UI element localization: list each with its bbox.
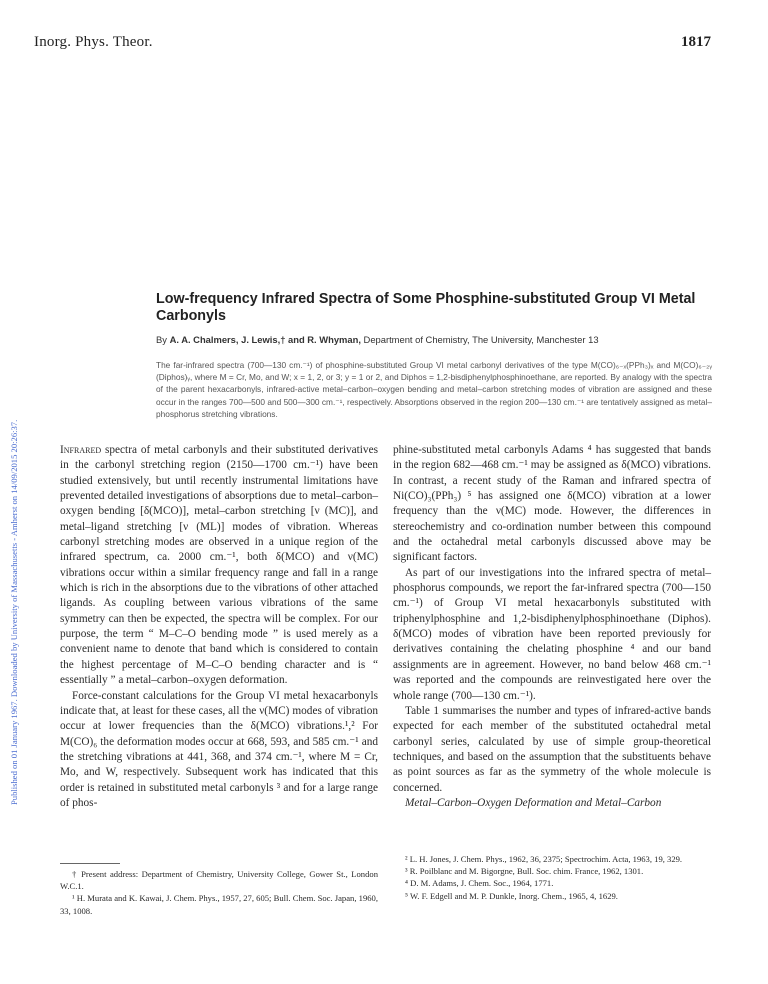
footnote: ³ R. Poilblanc and M. Bigorgne, Bull. Soc. chim. France, 1962, 1301. — [405, 866, 644, 877]
journal-running-head: Inorg. Phys. Theor. — [34, 34, 153, 50]
body-paragraph: phine-substituted metal carbonyls Adams ⁴ has suggested that bands in the region 682—468 cm.⁻¹ may be assigned as δ(MCO) vibrations. In contrast, a recent study of the Raman and infrared spectra of Ni(CO)₃(PPh₃) ⁵ has assigned one δ(MCO) vibration at a lower frequency than the ν(MC) mode. However, the differences in stereochemistry and co-ordination number between this compound and the octahedral metal carbonyls discussed above may be significant factors. — [393, 444, 711, 564]
body-paragraph: Table 1 summarises the number and types of infrared-active bands expected for each member of the substituted octahedral metal carbonyl series, calculated by use of simple group-theoretical techniques, and based on the assumption that the substituents behave as point sources as far as the symmetry of the whole molecule is concerned. — [393, 704, 711, 794]
page-number: 1817 — [681, 34, 711, 50]
article-title: Low-frequency Infrared Spectra of Some Phosphine-substituted Group VI Metal Carbonyls — [156, 291, 696, 324]
abstract: The far-infrared spectra (700—130 cm.⁻¹) of phosphine-substituted Group VI metal carbonyl derivatives of the type M(CO)₆₋ₓ(PPh₃)ₓ and M(CO)₆₋₂ᵧ (Diphos)ᵧ, where M = Cr, Mo, and W; x = 1, 2, or 3; y = 1 or 2, and Diphos = 1,2-bisdiphenylphosphinoethane, are reported. By analogy with the spectra of the parent hexacarbonyls, infrared-active metal–carbon–oxygen bending and metal–carbon stretching modes of vibration are assigned and these occur in the ranges 700—500 and 500—300 cm.⁻¹, respectively. Absorptions observed in the region 200—130 cm.⁻¹ are tentatively assigned as metal–phosphorus stretching vibrations. — [156, 360, 712, 419]
body-paragraph: As part of our investigations into the infrared spectra of metal–phosphorus compounds, we report the far-infrared spectra (700—150 cm.⁻¹) of Group VI metal hexacarbonyls substituted with triphenylphosphine and 1,2-bisdiphenylphosphinoethane (Diphos). δ(MCO) modes of vibration have been reported previously for derivatives containing the chelating phosphine ⁴ and our band assignments are in agreement. However, no band below 468 cm.⁻¹ was reported and the compounds are reinvestigated here over the whole range (700—130 cm.⁻¹). — [393, 566, 711, 702]
author-line — [156, 334, 716, 345]
footnotes-left — [60, 868, 378, 917]
body-column-left — [60, 443, 378, 811]
footnote: † Present address: Department of Chemistry, University College, Gower St., London W.C.1. — [60, 869, 378, 892]
footnote: ² L. H. Jones, J. Chem. Phys., 1962, 36, 2375; Spectrochim. Acta, 1963, 19, 329. — [405, 854, 683, 864]
footnote: ⁵ W. F. Edgell and M. P. Dunkle, Inorg. Chem., 1965, 4, 1629. — [405, 890, 618, 901]
section-subheading: Metal–Carbon–Oxygen Deformation and Metal–Carbon — [405, 796, 662, 809]
drop-lead-word: Infrared — [60, 444, 102, 456]
footnotes-right — [393, 853, 711, 902]
affiliation: Department of Chemistry, The University, Manchester 13 — [363, 334, 599, 345]
by-label: By — [156, 334, 167, 345]
footnote: ⁴ D. M. Adams, J. Chem. Soc., 1964, 1771. — [405, 878, 554, 889]
body-column-right — [393, 443, 711, 811]
download-watermark-link[interactable]: Published on 01 January 1967. Downloaded by University of Massachusetts - Amherst on 14/09/2015 20:26:37. — [9, 419, 19, 805]
footnote-rule — [60, 863, 120, 864]
footnote: ¹ H. Murata and K. Kawai, J. Chem. Phys., 1957, 27, 605; Bull. Chem. Soc. Japan, 1960, 33, 1008. — [60, 893, 378, 916]
paragraph-text: spectra of metal carbonyls and their substituted derivatives in the carbonyl stretching region (2150—1700 cm.⁻¹) have been studied extensively, but until recently instrumental limitations have prevented detailed investigations of absorptions due to metal–carbon–oxygen bending [δ(MCO)], metal–carbon stretching [ν (MC)], and metal–ligand stretching [ν (ML)] modes of vibration. Whereas carbonyl stretching modes are observed in a unique region of the infrared spectrum, ca. 2000 cm.⁻¹, both δ(MCO) and ν(MC) vibrations occur within a similar frequency range and fall in a range which is rich in the absorptions due to the vibrations of other attached ligands. As coupling between various vibrations of the same symmetry can then be expected, the spectra will be complex. For our purpose, the term “ M–C–O bending mode ” is used merely as a convenient name to denote that band which is considered to contain the highest percentage of M–C–O bending character and is “ essentially ” a metal–carbon–oxygen deformation. — [60, 444, 378, 687]
body-paragraph — [60, 443, 378, 689]
author-names: A. A. Chalmers, J. Lewis,† and R. Whyman, — [169, 334, 361, 345]
body-paragraph: Force-constant calculations for the Group VI metal hexacarbonyls indicate that, at least for these cases, all the ν(MC) modes of vibration occur at lower frequencies than the δ(MCO) vibrations.¹,² For M(CO)₆ the deformation modes occur at 668, 593, and 585 cm.⁻¹ and the stretching vibrations at 441, 368, and 374 cm.⁻¹, where M = Cr, Mo, and W, respectively. Subsequent work has indicated that this order is retained in substituted metal carbonyls ³ and for a large range of phos- — [60, 689, 378, 809]
